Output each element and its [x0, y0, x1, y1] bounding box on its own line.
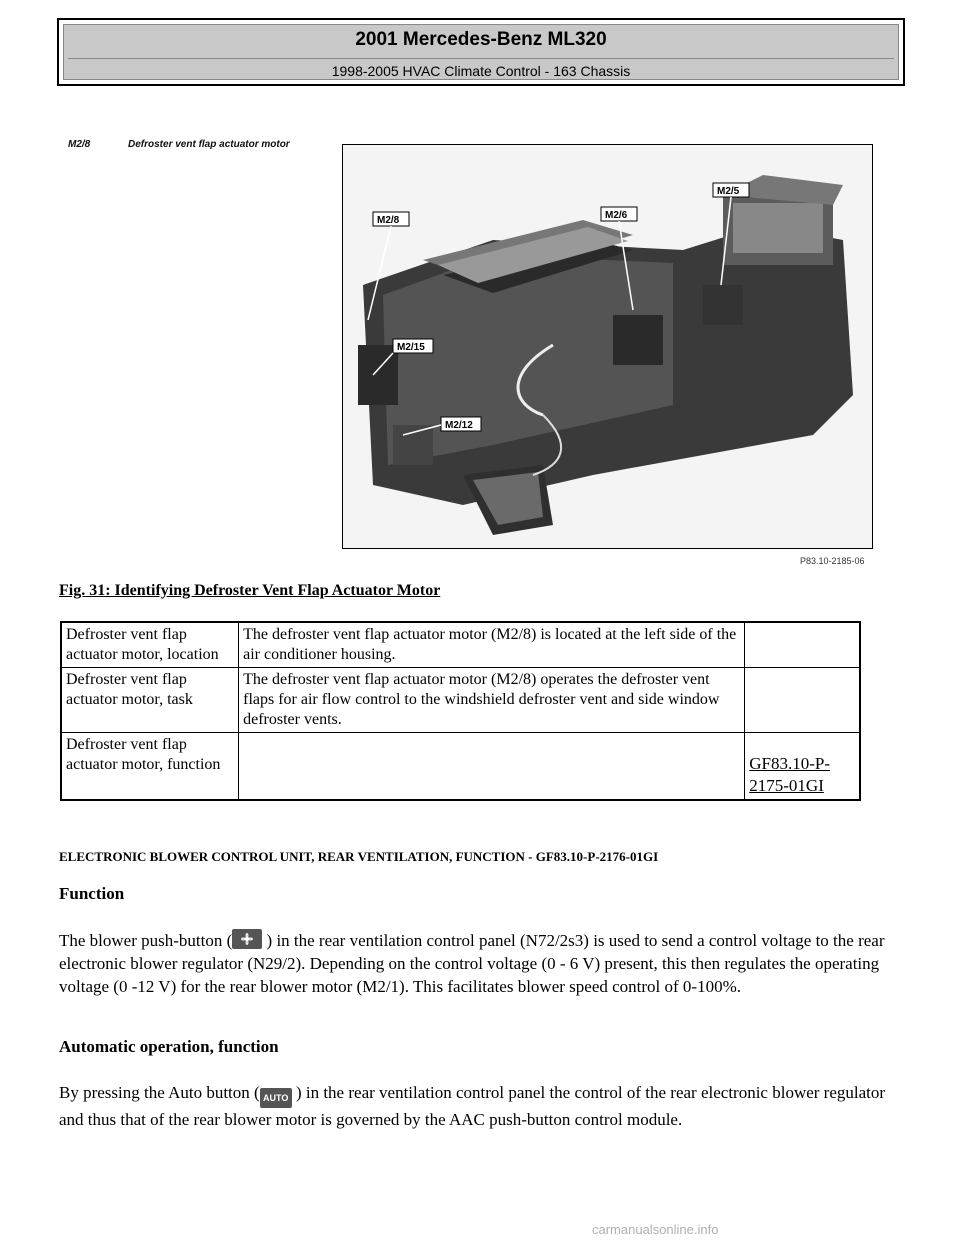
header-divider	[68, 58, 894, 59]
row-label: Defroster vent flap actuator motor, location	[61, 622, 239, 668]
row-ref-cell	[745, 668, 860, 733]
heading-function: Function	[59, 884, 125, 903]
legend-description: Defroster vent flap actuator motor	[128, 139, 290, 150]
header-title: 2001 Mercedes-Benz ML320	[355, 29, 607, 50]
para1-rest: ) in the rear ventilation control panel (N72/2s3) is used to send a control voltage to the rear electronic blower regulator (N29/2). Depending on the control voltage (0 - 6 V) present, this then regulates the operating voltage (0 -12 V) for the rear blower motor (M2/1). This facilitates blower speed control of 0-100%.	[59, 931, 885, 996]
info-table	[60, 621, 861, 801]
table-row	[61, 733, 860, 801]
row-text: The defroster vent flap actuator motor (M2/8) operates the defroster vent flaps for air flow control to the windshield defroster vent and side window defroster vents.	[239, 668, 745, 733]
auto-button-icon: AUTO	[260, 1088, 292, 1108]
para2-rest: ) in the rear ventilation control panel the control of the rear electronic blower regulator and thus that of the rear blower motor is governed by the AAC push-button control module.	[59, 1083, 886, 1129]
figure-caption: Fig. 31: Identifying Defroster Vent Flap Actuator Motor	[59, 582, 441, 599]
reference-link[interactable]: GF83.10-P-2175-01GI	[749, 754, 831, 795]
section-title: ELECTRONIC BLOWER CONTROL UNIT, REAR VENTILATION, FUNCTION - GF83.10-P-2176-01GI	[59, 849, 659, 864]
label-m2-8: M2/8	[377, 215, 400, 226]
label-m2-6: M2/6	[605, 210, 628, 221]
automatic-paragraph	[59, 1081, 909, 1131]
row-label: Defroster vent flap actuator motor, task	[61, 668, 239, 733]
hvac-housing-illustration	[343, 145, 873, 549]
watermark: carmanualsonline.info	[592, 1222, 719, 1237]
heading-automatic-operation: Automatic operation, function	[59, 1037, 279, 1056]
hvac-housing-photo	[342, 144, 873, 549]
label-m2-15: M2/15	[397, 342, 425, 353]
header-subtitle: 1998-2005 HVAC Climate Control - 163 Chassis	[331, 63, 631, 79]
photo-reference: P83.10-2185-06	[800, 556, 865, 566]
legend-code: M2/8	[68, 139, 91, 150]
page-header	[57, 18, 905, 86]
function-paragraph	[59, 929, 909, 998]
para2-lead: By pressing the Auto button (	[59, 1083, 260, 1102]
row-text	[239, 733, 745, 801]
row-label: Defroster vent flap actuator motor, function	[61, 733, 239, 801]
header-panel	[63, 24, 899, 80]
table-row	[61, 622, 860, 668]
row-ref-cell	[745, 733, 860, 801]
row-ref-cell	[745, 622, 860, 668]
label-m2-5: M2/5	[717, 186, 740, 197]
row-text: The defroster vent flap actuator motor (M2/8) is located at the left side of the air conditioner housing.	[239, 622, 745, 668]
blower-fan-icon	[232, 929, 262, 949]
label-m2-12: M2/12	[445, 420, 473, 431]
para1-lead: The blower push-button (	[59, 931, 233, 950]
table-row	[61, 668, 860, 733]
